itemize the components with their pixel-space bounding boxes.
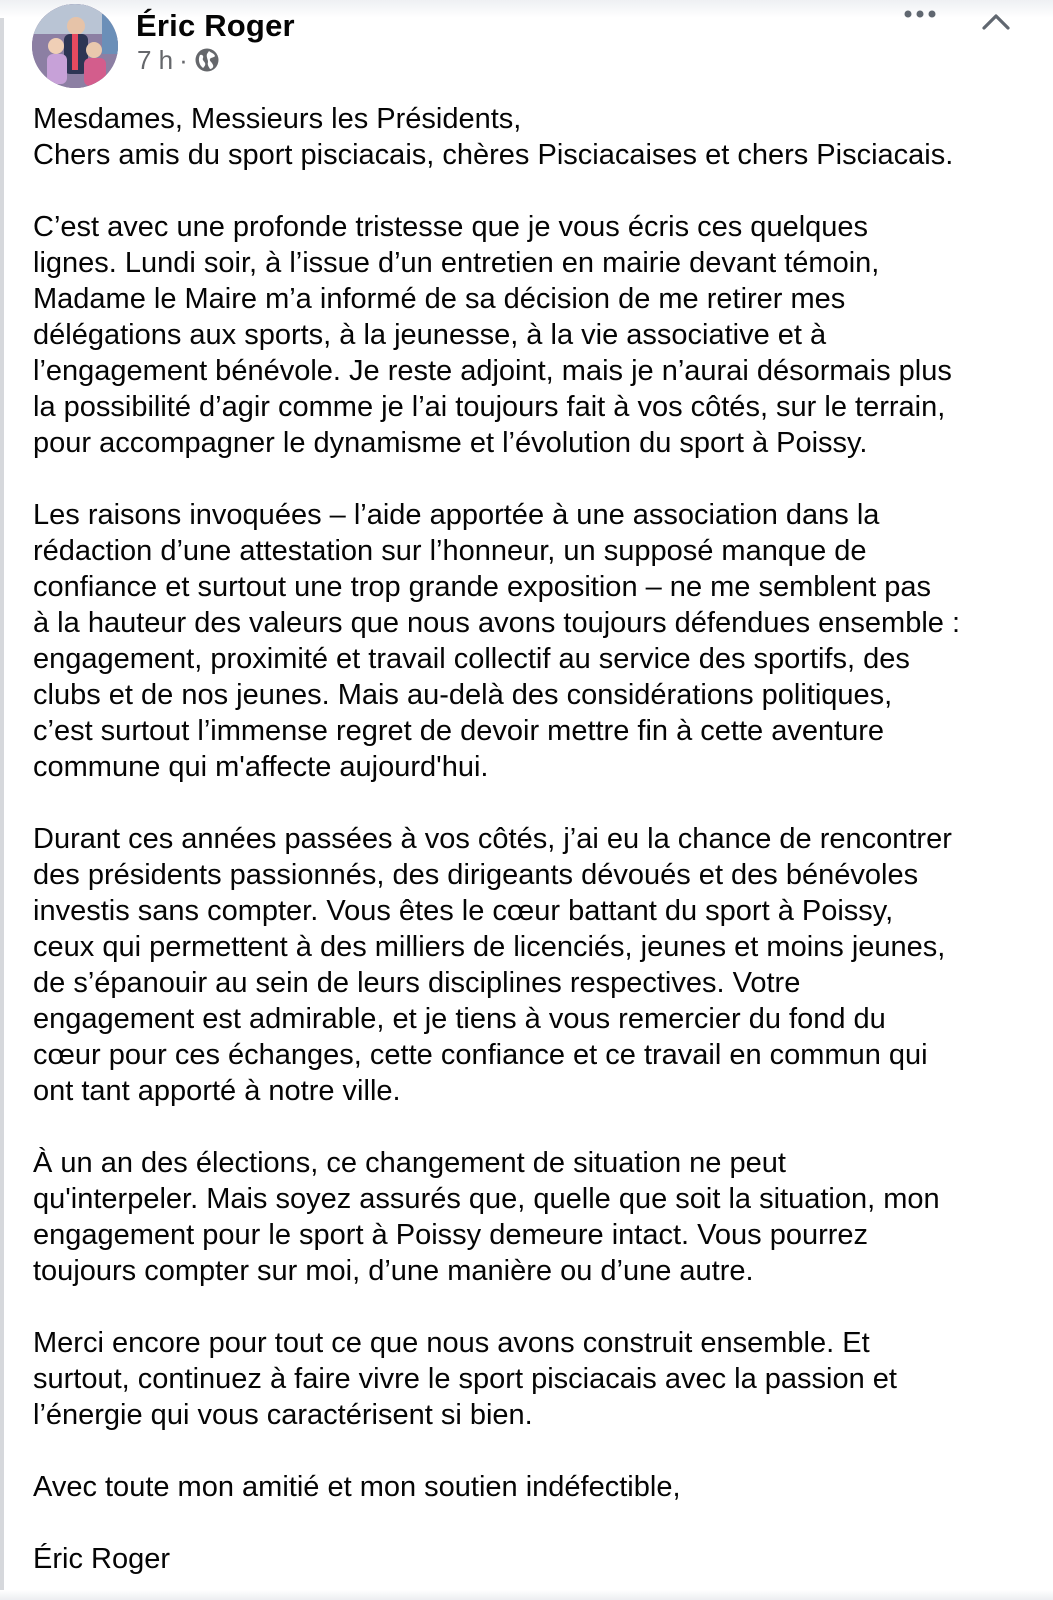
post-text-line: investis sans compter. Vous êtes le cœur battant du sport à Poissy, — [33, 895, 894, 927]
post-text-line: ceux qui permettent à des milliers de licenciés, jeunes et moins jeunes, — [33, 931, 946, 963]
post-text-line: engagement est admirable, et je tiens à vous remercier du fond du — [33, 1003, 886, 1035]
post-text-line: Avec toute mon amitié et mon soutien indéfectible, — [33, 1471, 681, 1503]
post-time[interactable]: 7 h — [137, 44, 174, 75]
post-text-line: délégations aux sports, à la jeunesse, à la vie associative et à — [33, 319, 827, 351]
globe-icon — [194, 47, 220, 73]
post-text-line: engagement pour le sport à Poissy demeure intact. Vous pourrez — [33, 1219, 869, 1251]
post-text-line: qu'interpeler. Mais soyez assurés que, quelle que soit la situation, mon — [33, 1183, 940, 1215]
post-text-line: des présidents passionnés, des dirigeants dévoués et des bénévoles — [33, 859, 919, 891]
post-text-line: c’est surtout l’immense regret de devoir mettre fin à cette aventure — [33, 715, 885, 747]
post-text-line: clubs et de nos jeunes. Mais au-delà des considérations politiques, — [33, 679, 893, 711]
avatar[interactable] — [32, 4, 118, 88]
author-name[interactable]: Éric Roger — [136, 8, 295, 43]
more-options-icon[interactable] — [902, 0, 938, 22]
paragraph-gap — [33, 1289, 1033, 1325]
post-text-line: À un an des élections, ce changement de situation ne peut — [33, 1147, 786, 1179]
post-text-line: Merci encore pour tout ce que nous avons construit ensemble. Et — [33, 1327, 870, 1359]
chevron-up-icon[interactable] — [980, 10, 1012, 32]
post-text-line: confiance et surtout une trop grande exposition – ne me semblent pas — [33, 571, 931, 603]
post-text-line: rédaction d’une attestation sur l’honneur, un supposé manque de — [33, 535, 867, 567]
paragraph-gap — [33, 173, 1033, 209]
paragraph-gap — [33, 1505, 1033, 1541]
post-text-line: la possibilité d’agir comme je l’ai toujours fait à vos côtés, sur le terrain, — [33, 391, 946, 423]
post-text-line: à la hauteur des valeurs que nous avons toujours défendues ensemble : — [33, 607, 961, 639]
post-text-line: Chers amis du sport pisciacais, chères Pisciacaises et chers Pisciacais. — [33, 139, 954, 171]
post-text — [33, 101, 1033, 1577]
post-text-line: cœur pour ces échanges, cette confiance et ce travail en commun qui — [33, 1039, 928, 1071]
left-border — [0, 0, 4, 1600]
post-text-line: lignes. Lundi soir, à l’issue d’un entretien en mairie devant témoin, — [33, 247, 880, 279]
post-text-line: Madame le Maire m’a informé de sa décision de me retirer mes — [33, 283, 846, 315]
post-text-line: pour accompagner le dynamisme et l’évolution du sport à Poissy. — [33, 427, 868, 459]
paragraph-gap — [33, 1109, 1033, 1145]
post-text-line: surtout, continuez à faire vivre le sport pisciacais avec la passion et — [33, 1363, 897, 1395]
post-text-line: Éric Roger — [33, 1543, 170, 1575]
post-text-line: commune qui m'affecte aujourd'hui. — [33, 751, 489, 783]
meta-separator: · — [179, 44, 188, 75]
post-meta — [137, 44, 220, 76]
post-text-line: l’engagement bénévole. Je reste adjoint, mais je n’aurai désormais plus — [33, 355, 952, 387]
post-text-line: de s’épanouir au sein de leurs disciplines respectives. Votre — [33, 967, 801, 999]
post-text-line: toujours compter sur moi, d’une manière ou d’une autre. — [33, 1255, 754, 1287]
post-text-line: Durant ces années passées à vos côtés, j’ai eu la chance de rencontrer — [33, 823, 952, 855]
post-text-line: engagement, proximité et travail collectif au service des sportifs, des — [33, 643, 910, 675]
paragraph-gap — [33, 1433, 1033, 1469]
bottom-border — [0, 1590, 1053, 1600]
paragraph-gap — [33, 461, 1033, 497]
post-text-line: C’est avec une profonde tristesse que je vous écris ces quelques — [33, 211, 869, 243]
paragraph-gap — [33, 785, 1033, 821]
post-header — [0, 0, 1053, 96]
post-text-line: Les raisons invoquées – l’aide apportée à une association dans la — [33, 499, 880, 531]
post-text-line: ont tant apporté à notre ville. — [33, 1075, 401, 1107]
post-text-line: Mesdames, Messieurs les Présidents, — [33, 103, 522, 135]
post-text-line: l’énergie qui vous caractérisent si bien. — [33, 1399, 533, 1431]
